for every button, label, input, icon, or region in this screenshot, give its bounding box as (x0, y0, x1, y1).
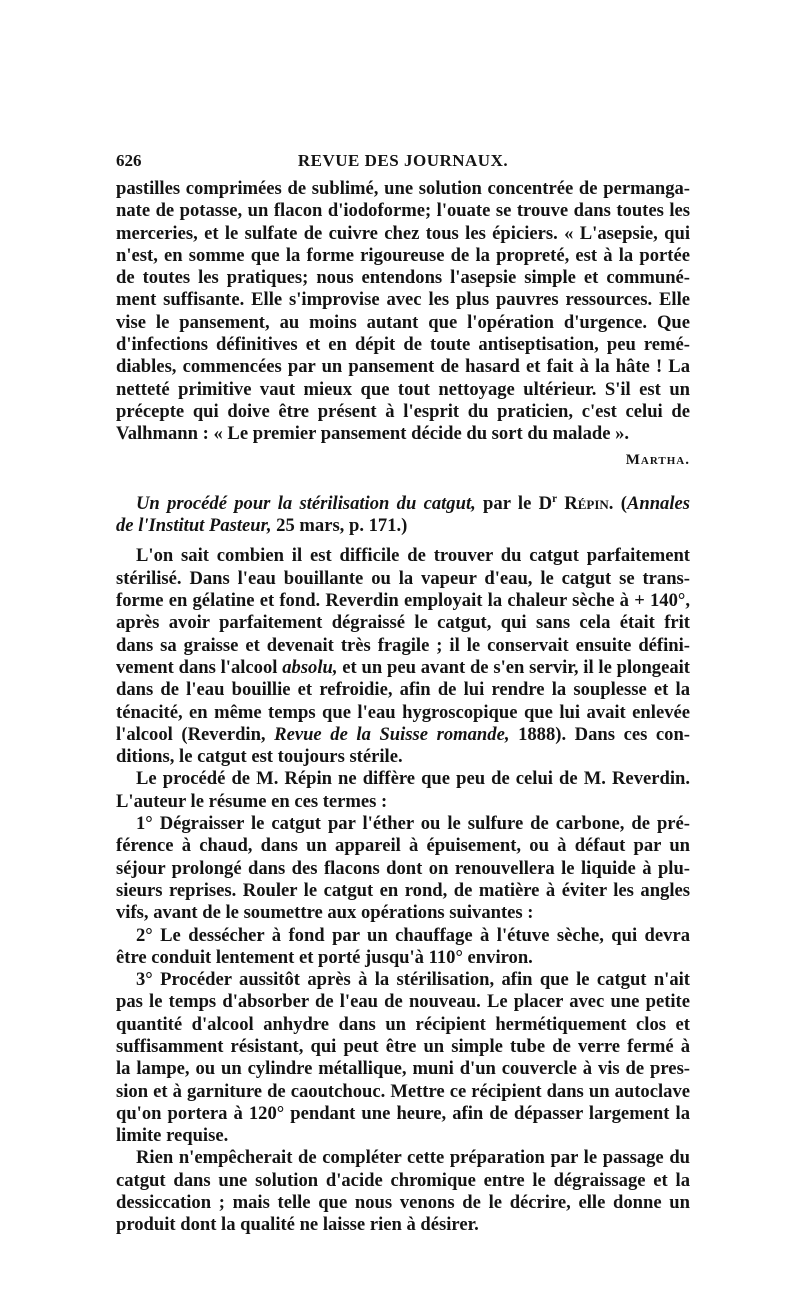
article-title-text: Un procédé pour la stérilisation du catgut, (136, 492, 476, 514)
text-line: dessiccation ; mais telle que nous venons de le décrire, elle donne un (116, 1192, 690, 1214)
text-line: nate de potasse, un flacon d'iodoforme; l'ouate se trouve dans toutes les (116, 200, 690, 222)
page-header (116, 147, 690, 173)
text-emphasis: Revue de la Suisse romande, (274, 723, 510, 745)
text-run: 1888). Dans ces con- (509, 723, 690, 745)
text-line: séjour prolongé dans des flacons dont on renouvellera le liquide à plu- (116, 857, 690, 879)
article-title-sup: r (552, 492, 558, 505)
text-line: ténacité, en même temps que l'eau hygroscopique que lui avait enlevée (116, 701, 690, 723)
text-line: vifs, avant de le soumettre aux opérations suivantes : (116, 902, 534, 924)
author-signature: Martha. (625, 451, 690, 468)
article-date: 25 mars, p. 171.) (271, 515, 408, 537)
text-line: L'on sait combien il est difficile de trouver du catgut parfaitement (136, 545, 690, 567)
text-line: limite requise. (116, 1125, 229, 1147)
text-line: sieurs reprises. Rouler le catgut en rond, de matière à éviter les angles (116, 879, 690, 901)
text-run: l'alcool (Reverdin, (116, 723, 275, 745)
text-line: précepte qui doive être présent à l'esprit du praticien, c'est celui de (116, 400, 690, 422)
paragraph (116, 813, 690, 924)
article-journal-cont: de l'Institut Pasteur, (116, 515, 272, 537)
text-line: pas le temps d'absorber de l'eau de nouveau. Le placer avec une petite (116, 991, 690, 1013)
text-line: forme en gélatine et fond. Reverdin employait la chaleur sèche à + 140°, (116, 590, 690, 612)
text-line: n'est, en somme que la forme rigoureuse de la propreté, est à la portée (116, 244, 690, 266)
text-line: dans sa graisse et devenait très fragile ; il le conservait ensuite défini- (116, 634, 690, 656)
text-line: dans de l'eau bouillie et refroidie, afin de lui rendre la souplesse et la (116, 679, 690, 701)
text-line: produit dont la qualité ne laisse rien à désirer. (116, 1214, 479, 1236)
text-line: après avoir parfaitement dégraissé le catgut, qui sans cela était frit (116, 612, 690, 634)
text-line: d'infections définitives et en dépit de toute antiseptisation, peu remé- (116, 334, 690, 356)
section-gap (116, 537, 690, 545)
text-line: L'auteur le résume en ces termes : (116, 790, 388, 812)
text-line: diables, commencées par un pansement de hasard et fait à la hâte ! La (116, 356, 690, 378)
paragraph (116, 969, 690, 1147)
text-line: vise le pansement, au moins autant que l'opération d'urgence. Que (116, 311, 690, 333)
text-line (116, 724, 690, 746)
running-title: REVUE DES JOURNAUX. (297, 151, 509, 170)
article-author: Répin. (557, 492, 614, 514)
paragraph (116, 545, 690, 768)
text-line: Rien n'empêcherait de compléter cette préparation par le passage du (136, 1147, 690, 1169)
article-journal: Annales (626, 492, 690, 514)
text-run: vement dans l'alcool (116, 656, 283, 678)
text-line: merceries, et le sulfate de cuivre chez tous les épiciers. « L'asepsie, qui (116, 222, 690, 244)
text-line: Valhmann : « Le premier pansement décide du sort du malade ». (116, 423, 630, 445)
text-line: de toutes les pratiques; nous entendons l'asepsie simple et communé- (116, 267, 690, 289)
text-line: ment suffisante. Elle s'improvise avec les plus pauvres ressources. Elle (116, 289, 690, 311)
paragraph (116, 1147, 690, 1236)
text-line: stérilisé. Dans l'eau bouillante ou la vapeur d'eau, le catgut se trans- (116, 567, 690, 589)
text-line: 2° Le dessécher à fond par un chauffage à l'étuve sèche, qui devra (136, 924, 690, 946)
text-line: netteté primitive vaut mieux que tout nettoyage ultérieur. S'il est un (116, 378, 690, 400)
paragraph-continued (116, 178, 690, 446)
text-line: férence à chaud, dans un appareil à épuisement, ou à défaut par un (116, 835, 690, 857)
text-line: Le procédé de M. Répin ne diffère que peu de celui de M. Reverdin. (136, 768, 690, 790)
text-line: catgut dans une solution d'acide chromique entre le dégraissage et la (116, 1169, 690, 1191)
text-line: quantité d'alcool anhydre dans un récipient hermétiquement clos et (116, 1013, 690, 1035)
text-line: qu'on portera à 120° pendant une heure, afin de dépasser largement la (116, 1102, 690, 1124)
section-gap (116, 471, 690, 493)
text-line: être conduit lentement et porté jusqu'à 110° environ. (116, 946, 533, 968)
text-emphasis: absolu, (282, 656, 338, 678)
text-run: et un peu avant de s'en servir, il le plongeait (337, 656, 690, 678)
text-line: pastilles comprimées de sublimé, une solution concentrée de permanga- (116, 178, 690, 199)
paragraph (116, 925, 690, 970)
page-body (116, 178, 690, 1237)
article-title (116, 493, 690, 538)
text-line (116, 657, 690, 679)
text-line: sion et à garniture de caoutchouc. Mettre ce récipient dans un autoclave (116, 1080, 690, 1102)
text-line: la lampe, ou un cylindre métallique, muni d'un couvercle à vis de pres- (116, 1058, 690, 1080)
article-title-open: ( (613, 492, 627, 514)
article-title-par: par le D (475, 492, 553, 514)
text-line: ditions, le catgut est toujours stérile. (116, 746, 403, 768)
text-line: suffisamment résistant, qui peut être un simple tube de verre fermé à (116, 1035, 690, 1057)
page-number: 626 (116, 151, 142, 170)
text-line: 1° Dégraisser le catgut par l'éther ou le sulfure de carbone, de pré- (136, 813, 690, 835)
paragraph (116, 768, 690, 813)
text-line: 3° Procéder aussitôt après à la stérilisation, afin que le catgut n'ait (136, 969, 690, 991)
